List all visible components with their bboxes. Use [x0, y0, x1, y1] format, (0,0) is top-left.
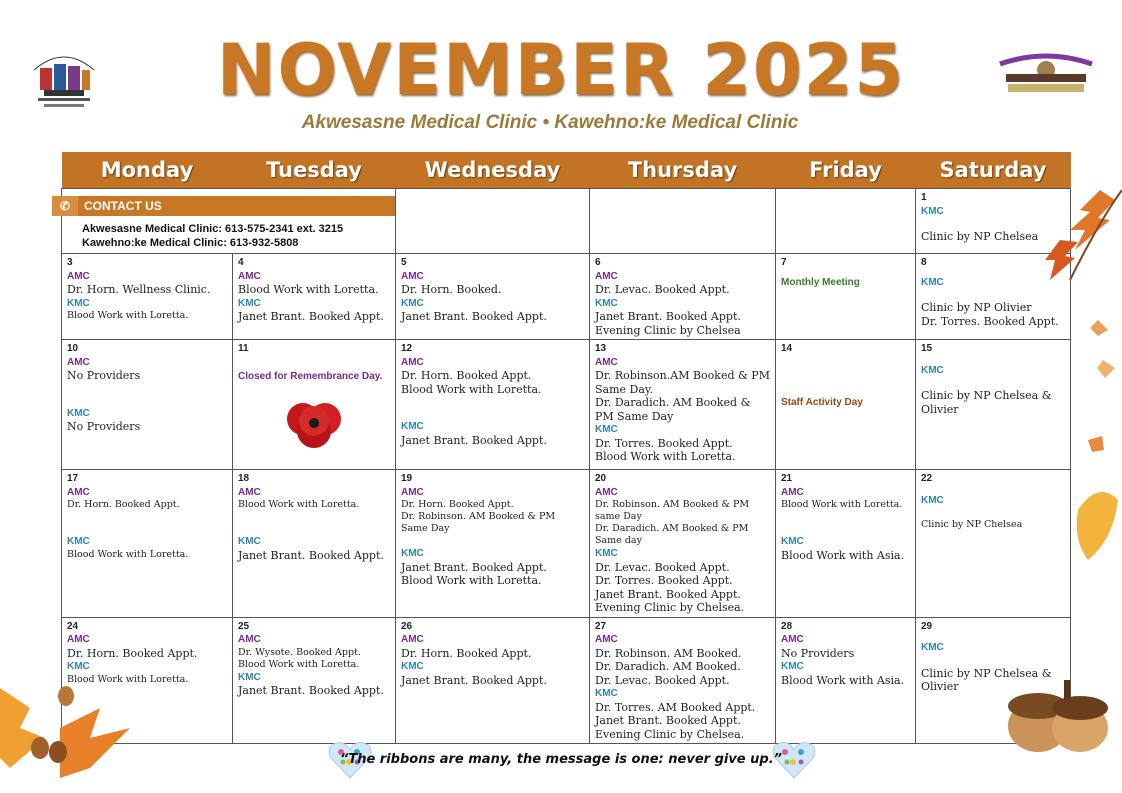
schedule-entry: Blood Work with Loretta.: [67, 548, 189, 560]
schedule-entry: Janet Brant. Booked Appt.: [595, 714, 741, 727]
amc-label: AMC: [595, 356, 618, 368]
schedule-entry: Evening Clinic by Chelsea.: [595, 727, 745, 741]
amc-label: AMC: [67, 356, 90, 368]
day-number: 18: [238, 473, 250, 484]
schedule-entry: Dr. Horn. Booked Appt.: [67, 646, 198, 660]
contact-heading: [52, 196, 395, 216]
day-number: 10: [67, 343, 79, 354]
kmc-label: KMC: [67, 661, 90, 672]
day-cell-22: [916, 470, 1071, 618]
schedule-entry: Dr. Torres. Booked Appt.: [595, 436, 733, 450]
schedule-entry: Blood Work with Loretta.: [781, 499, 903, 510]
schedule-entry: Clinic by NP Chelsea & Olivier: [921, 666, 1052, 693]
falling-leaves-icon: [1068, 300, 1122, 580]
schedule-entry: Blood Work with Loretta.: [67, 673, 189, 685]
day-number: 28: [781, 620, 793, 632]
day-cell-12: [396, 340, 590, 470]
kmc-label: KMC: [238, 536, 261, 547]
kmc-label: KMC: [921, 276, 944, 288]
page-subtitle: Akwesasne Medical Clinic • Kawehno:ke Medical Clinic: [301, 112, 799, 133]
schedule-entry: No Providers: [67, 369, 141, 382]
day-cell-28: [776, 617, 916, 744]
schedule-entry: Dr. Horn. Booked Appt.: [67, 499, 180, 510]
day-number: 25: [238, 620, 250, 632]
amc-label: AMC: [67, 634, 90, 645]
day-number: 14: [781, 343, 793, 354]
event-label: Monthly Meeting: [781, 276, 860, 288]
acorns-leaves-icon: [0, 668, 150, 793]
day-number: 13: [595, 343, 607, 354]
amc-label: AMC: [595, 634, 618, 645]
schedule-entry: Blood Work with Loretta.: [67, 310, 189, 321]
schedule-entry: Dr. Daradich. AM Booked & PM Same Day: [595, 396, 751, 423]
amc-label: AMC: [401, 270, 424, 282]
schedule-entry: Janet Brant. Booked Appt.: [401, 673, 547, 687]
kmc-label: KMC: [238, 671, 261, 683]
day-cell-7: [776, 254, 916, 340]
day-cell-15: [916, 340, 1071, 470]
schedule-entry: Blood Work with Loretta.: [238, 499, 360, 510]
day-number: 7: [781, 257, 787, 268]
event-label: Closed for Remembrance Day.: [238, 370, 383, 382]
kmc-label: KMC: [67, 297, 90, 309]
schedule-entry: No Providers: [781, 646, 855, 660]
day-cell-empty: [776, 189, 916, 254]
day-cell-6: [590, 254, 776, 340]
schedule-entry: Blood Work with Loretta.: [595, 450, 736, 463]
schedule-entry: Blood Work with Loretta.: [401, 574, 542, 587]
day-cell-4: [233, 254, 396, 340]
schedule-entry: Dr. Robinson. AM Booked & PM Same Day: [401, 511, 556, 534]
day-header-thursday: Thursday: [590, 152, 776, 189]
day-number: 4: [238, 257, 244, 268]
footer-quote: “The ribbons are many, the message is one: never give up.”: [339, 752, 783, 767]
schedule-entry: Dr. Daradich. AM Booked & PM Same day: [595, 523, 749, 546]
day-cell-26: [396, 617, 590, 744]
schedule-entry: Janet Brant. Booked Appt.: [238, 684, 384, 697]
day-number: 17: [67, 473, 79, 484]
schedule-entry: Dr. Torres. AM Booked Appt.: [595, 700, 756, 714]
kmc-label: KMC: [67, 536, 90, 547]
schedule-entry: Dr. Daradich. AM Booked.: [595, 660, 741, 673]
schedule-entry: Janet Brant. Booked Appt.: [238, 548, 384, 562]
day-number: 21: [781, 473, 793, 484]
autumn-leaves-icon: [1040, 180, 1122, 290]
amc-label: AMC: [401, 356, 424, 368]
amc-label: AMC: [67, 270, 90, 282]
schedule-entry: Dr. Horn. Booked Appt.: [401, 369, 532, 382]
kmc-label: KMC: [921, 494, 944, 506]
day-cell-empty: [590, 189, 776, 254]
acorns-icon: [1000, 676, 1112, 756]
schedule-entry: Dr. Levac. Booked Appt.: [595, 283, 730, 296]
contact-heading-label: CONTACT US: [84, 199, 162, 213]
contact-info: [82, 222, 343, 250]
day-number: 27: [595, 620, 607, 632]
day-number: 12: [401, 343, 413, 354]
schedule-entry: Janet Brant. Booked Appt.: [401, 560, 547, 574]
day-cell-5: [396, 254, 590, 340]
kmc-label: KMC: [595, 688, 618, 699]
schedule-entry: No Providers: [67, 420, 141, 433]
schedule-entry: Clinic by NP Chelsea: [921, 519, 1023, 530]
schedule-entry: Dr. Levac. Booked Appt.: [595, 673, 730, 687]
day-cell-20: [590, 470, 776, 618]
schedule-entry: Blood Work with Asia.: [781, 673, 905, 687]
kmc-label: KMC: [781, 661, 804, 672]
kmc-label: KMC: [401, 297, 424, 309]
kmc-label: KMC: [401, 661, 424, 672]
schedule-entry: Dr. Torres. Booked Appt.: [595, 574, 733, 587]
kmc-label: KMC: [401, 548, 424, 559]
schedule-entry: Dr. Levac. Booked Appt.: [595, 560, 730, 574]
day-cell-19: [396, 470, 590, 618]
day-number: 11: [238, 343, 249, 354]
amc-label: AMC: [595, 486, 618, 498]
schedule-entry: Dr. Horn. Booked Appt.: [401, 499, 514, 510]
day-number: 8: [921, 257, 927, 268]
schedule-entry: Dr. Torres. Booked Appt.: [921, 314, 1059, 328]
schedule-entry: Janet Brant. Booked Appt.: [401, 433, 547, 447]
kmc-label: KMC: [921, 205, 944, 217]
schedule-entry: Janet Brant. Booked Appt.: [595, 587, 741, 601]
day-number: 6: [595, 257, 601, 268]
schedule-entry: Clinic by NP Chelsea & Olivier: [921, 389, 1052, 416]
day-header-friday: Friday: [776, 152, 916, 189]
schedule-entry: Dr. Horn. Wellness Clinic.: [67, 283, 211, 296]
kmc-label: KMC: [595, 424, 618, 435]
kmc-label: KMC: [595, 297, 618, 309]
day-number: 29: [921, 620, 933, 632]
contact-line-akwesasne: Akwesasne Medical Clinic: 613-575-2341 ext. 3215: [82, 223, 344, 235]
schedule-entry: Dr. Robinson.AM Booked & PM Same Day.: [595, 369, 770, 396]
amc-label: AMC: [238, 634, 261, 645]
amc-label: AMC: [401, 634, 424, 645]
day-cell-14: [776, 340, 916, 470]
schedule-entry: Blood Work with Loretta.: [238, 283, 379, 296]
day-number: 3: [67, 257, 73, 268]
amc-label: AMC: [595, 270, 618, 282]
amc-label: AMC: [238, 270, 261, 282]
schedule-entry: Evening Clinic by Chelsea.: [595, 601, 745, 614]
schedule-entry: Evening Clinic by Chelsea: [595, 323, 741, 337]
schedule-entry: Clinic by NP Olivier: [921, 301, 1032, 314]
kmc-label: KMC: [921, 642, 944, 653]
schedule-entry: Dr. Wysote. Booked Appt.: [238, 646, 361, 658]
page-title: NOVEMBER 2025: [216, 29, 906, 111]
day-number: 15: [921, 343, 933, 354]
day-number: 22: [921, 473, 933, 484]
kmc-label: KMC: [238, 297, 261, 309]
schedule-entry: Dr. Robinson. AM Booked & PM same Day: [595, 499, 750, 522]
schedule-entry: Blood Work with Loretta.: [401, 382, 542, 396]
poppy-icon: [283, 395, 345, 451]
day-cell-25: [233, 617, 396, 744]
amc-label: AMC: [781, 634, 804, 645]
schedule-entry: Janet Brant. Booked Appt.: [238, 310, 384, 323]
day-cell-3: [62, 254, 233, 340]
schedule-entry: Dr. Horn. Booked Appt.: [401, 646, 532, 660]
day-cell-13: [590, 340, 776, 470]
day-header-monday: Monday: [62, 152, 233, 189]
day-cell-27: [590, 617, 776, 744]
day-cell-empty: [396, 189, 590, 254]
kmc-label: KMC: [921, 364, 944, 376]
day-cell-18: [233, 470, 396, 618]
schedule-entry: Dr. Robinson. AM Booked.: [595, 646, 742, 660]
amc-label: AMC: [238, 486, 261, 498]
schedule-entry: Janet Brant. Booked Appt.: [595, 310, 741, 323]
day-number: 19: [401, 473, 413, 484]
day-cell-11: [233, 340, 396, 470]
kmc-label: KMC: [595, 548, 618, 559]
schedule-entry: Dr. Horn. Booked.: [401, 283, 502, 296]
kmc-label: KMC: [67, 407, 90, 419]
day-cell-17: [62, 470, 233, 618]
phone-icon: ✆: [52, 196, 78, 216]
day-number: 24: [67, 620, 79, 632]
kmc-label: KMC: [781, 536, 804, 547]
schedule-entry: Clinic by NP Chelsea: [921, 230, 1039, 243]
schedule-entry: Janet Brant. Booked Appt.: [401, 310, 547, 323]
day-number: 1: [921, 192, 927, 203]
contact-line-kawehnoke: Kawehno:ke Medical Clinic: 613-932-5808: [82, 237, 299, 249]
day-header-tuesday: Tuesday: [233, 152, 396, 189]
day-header-saturday: Saturday: [916, 152, 1071, 189]
day-cell-21: [776, 470, 916, 618]
day-header-wednesday: Wednesday: [396, 152, 590, 189]
day-cell-10: [62, 340, 233, 470]
kmc-label: KMC: [401, 421, 424, 432]
amc-label: AMC: [67, 486, 90, 498]
schedule-entry: Blood Work with Loretta.: [238, 658, 360, 670]
amc-label: AMC: [781, 486, 804, 498]
day-number: 5: [401, 257, 407, 268]
day-number: 26: [401, 620, 413, 632]
schedule-entry: Blood Work with Asia.: [781, 548, 905, 562]
event-label: Staff Activity Day: [781, 396, 863, 408]
amc-label: AMC: [401, 486, 424, 498]
day-number: 20: [595, 473, 607, 484]
